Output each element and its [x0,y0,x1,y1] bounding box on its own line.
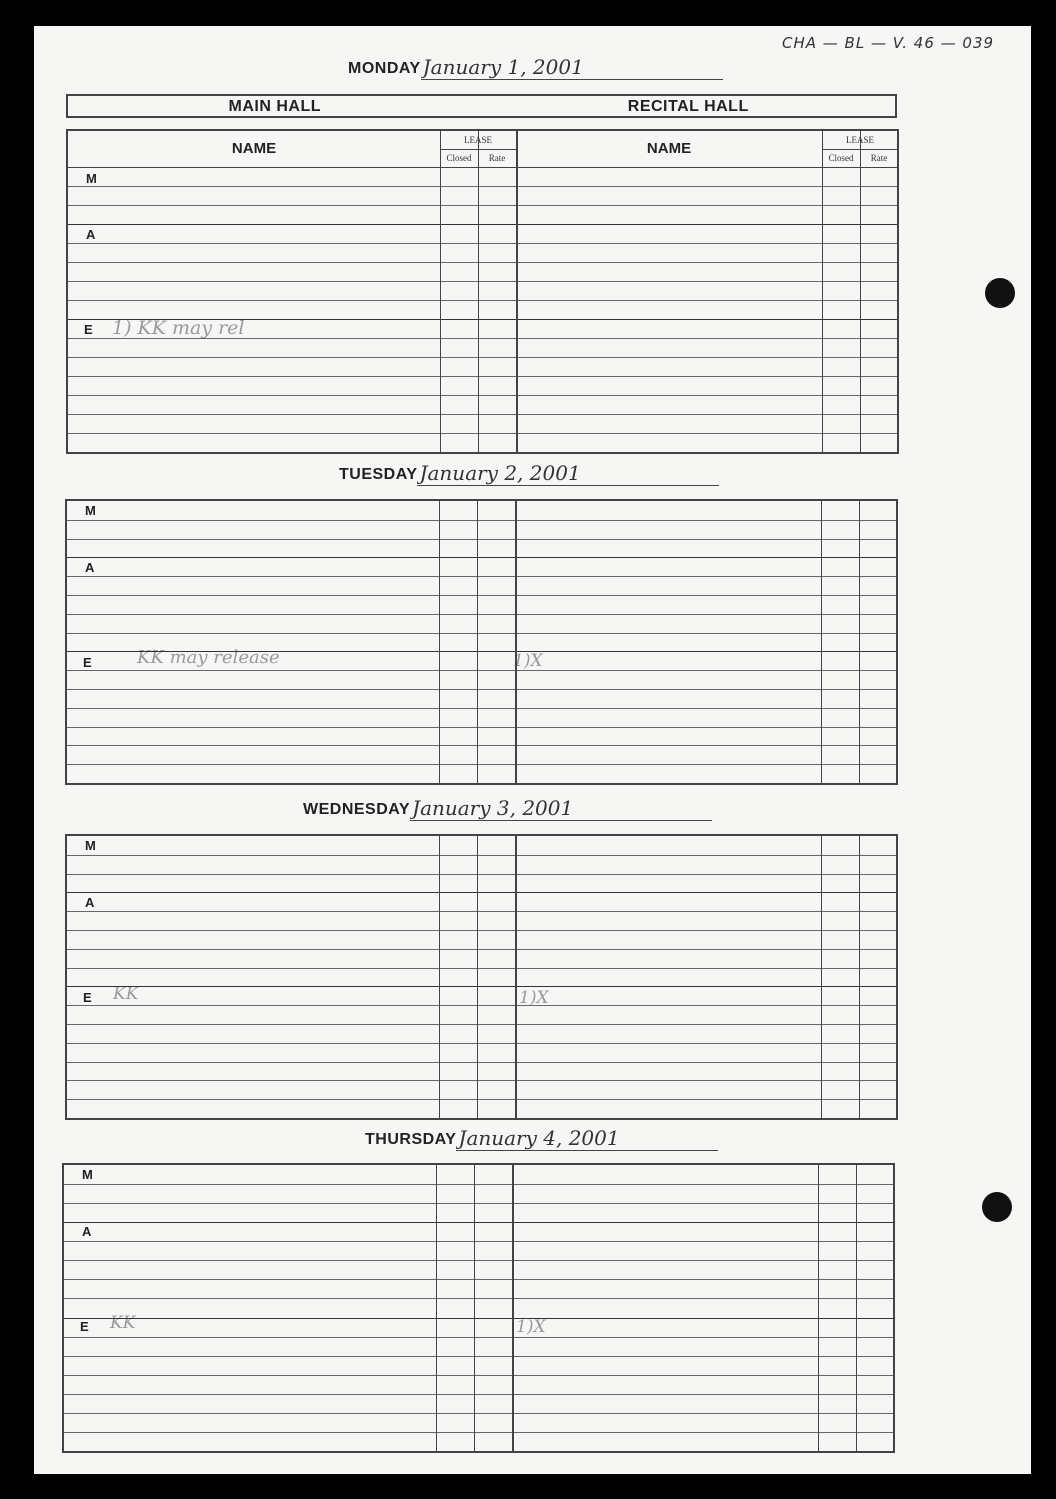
slot-morning: M [85,838,96,853]
day-heading-tuesday [339,458,719,486]
ruled-line [64,1356,893,1357]
column-divider [856,1165,857,1451]
column-divider [818,1165,819,1451]
column-divider [439,501,440,783]
main-hall-evening-note: KK [110,1313,136,1333]
ruled-line [67,764,896,765]
slot-evening: E [80,1319,89,1334]
slot-evening: E [83,990,92,1005]
grid-header [68,131,897,168]
slot-divider [64,1222,893,1223]
slot-afternoon: A [85,560,95,575]
recital-name-header: NAME [646,140,692,157]
calendar-page [34,26,1031,1474]
ruled-line [68,186,897,187]
ruled-line [64,1298,893,1299]
day-date: January 1, 2001 [421,53,723,80]
column-divider [477,501,478,783]
day-heading-wednesday [303,793,712,821]
ruled-line [64,1394,893,1395]
ruled-line [67,670,896,671]
column-divider [822,131,823,452]
ruled-line [68,414,897,415]
slot-divider [67,986,896,987]
schedule-grid-tuesday [65,499,898,785]
recital-rate-header: Rate [870,153,888,163]
hall-banner [66,94,897,118]
ruled-line [64,1375,893,1376]
ruled-line [68,281,897,282]
ruled-line [64,1241,893,1242]
column-divider [859,836,860,1118]
recital-hall-evening-note: 1)X [516,1317,546,1337]
ruled-line [68,243,897,244]
ruled-line [67,727,896,728]
slot-morning: M [86,171,97,186]
ruled-line [64,1279,893,1280]
column-divider [477,836,478,1118]
slot-morning: M [82,1167,93,1182]
main-hall-evening-note: KK may release [137,647,280,668]
ruled-line [64,1413,893,1414]
recital-hall-evening-note: 1)X [519,988,549,1008]
ruled-line [67,1080,896,1081]
ruled-line [64,1203,893,1204]
ruled-line [67,576,896,577]
archive-id: CHA — BL — V. 46 — 039 [782,34,995,52]
day-heading-monday [348,52,723,80]
ruled-line [68,262,897,263]
hall-divider [515,501,517,783]
ruled-line [68,376,897,377]
main-name-header: NAME [231,140,277,157]
ruled-line [64,1337,893,1338]
hall-divider [512,1165,514,1451]
ruled-line [67,689,896,690]
schedule-grid-thursday [62,1163,895,1453]
day-date: January 4, 2001 [456,1124,718,1151]
ruled-line [67,614,896,615]
ruled-line [67,855,896,856]
ruled-line [67,1043,896,1044]
main-closed-header: Closed [446,153,472,163]
column-divider [474,1165,475,1451]
ruled-line [64,1432,893,1433]
column-divider [821,836,822,1118]
slot-afternoon: A [86,227,96,242]
column-divider [860,131,861,452]
slot-divider [68,224,897,225]
column-divider [859,501,860,783]
hall-divider [515,836,517,1118]
ruled-line [68,205,897,206]
schedule-grid-wednesday [65,834,898,1120]
slot-divider [67,892,896,893]
day-name: WEDNESDAY [303,801,411,818]
ruled-line [67,1005,896,1006]
binder-hole-bottom [982,1192,1012,1222]
ruled-line [67,911,896,912]
slot-afternoon: A [85,895,95,910]
main-rate-header: Rate [488,153,506,163]
slot-divider [67,651,896,652]
binder-hole-top [985,278,1015,308]
ruled-line [64,1184,893,1185]
schedule-grid-monday [66,129,899,454]
column-divider [440,131,441,452]
ruled-line [67,1062,896,1063]
day-name: THURSDAY [365,1131,457,1148]
recital-closed-header: Closed [828,153,854,163]
ruled-line [67,520,896,521]
slot-evening: E [84,322,93,337]
recital-hall-evening-note: 1)X [513,651,543,671]
ruled-line [64,1260,893,1261]
ruled-line [67,1099,896,1100]
day-name: TUESDAY [339,466,418,483]
ruled-line [67,874,896,875]
slot-afternoon: A [82,1224,92,1239]
main-hall-evening-note: KK [113,984,139,1004]
ruled-line [67,633,896,634]
slot-divider [64,1318,893,1319]
ruled-line [68,395,897,396]
ruled-line [67,708,896,709]
ruled-line [68,300,897,301]
ruled-line [68,338,897,339]
ruled-line [67,968,896,969]
main-hall-title: MAIN HALL [228,98,321,115]
hall-divider [516,131,518,452]
recital-hall-title: RECITAL HALL [627,98,749,115]
column-divider [436,1165,437,1451]
day-heading-thursday [365,1123,718,1151]
slot-divider [68,319,897,320]
slot-evening: E [83,655,92,670]
slot-divider [67,557,896,558]
day-date: January 2, 2001 [417,459,719,486]
ruled-line [67,1024,896,1025]
recital-lease-header: LEASE [822,131,898,150]
day-date: January 3, 2001 [410,794,712,821]
ruled-line [67,930,896,931]
ruled-line [67,745,896,746]
main-lease-header: LEASE [440,131,516,150]
ruled-line [68,357,897,358]
day-name: MONDAY [348,60,421,77]
column-divider [439,836,440,1118]
ruled-line [67,595,896,596]
column-divider [478,131,479,452]
ruled-line [68,433,897,434]
ruled-line [67,949,896,950]
column-divider [821,501,822,783]
main-hall-evening-note: 1) KK may rel [112,317,245,339]
ruled-line [67,539,896,540]
slot-morning: M [85,503,96,518]
